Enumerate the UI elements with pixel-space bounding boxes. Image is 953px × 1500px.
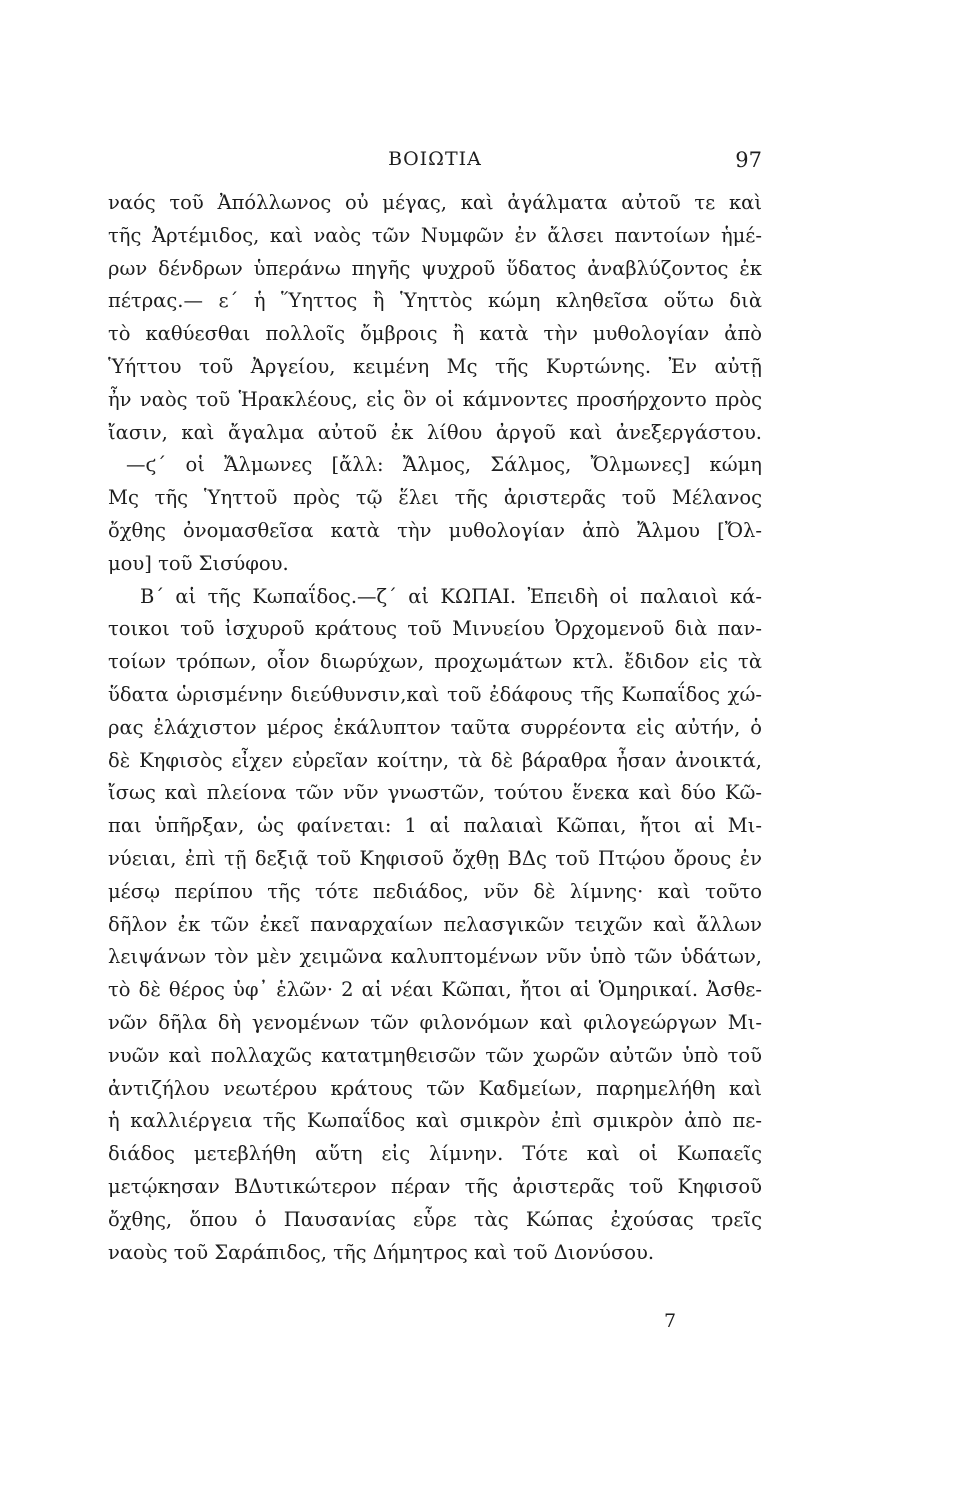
body-text	[108, 187, 762, 1269]
text-line: λειψάνων τὸν μὲν χειμῶνα καλυπτομένων νῦν ὑπὸ τῶν ὑδάτων,	[108, 945, 762, 969]
text-line: μου] τοῦ Σισύφου.	[108, 551, 289, 575]
text-line: ρων δένδρων ὑπεράνω πηγῆς ψυχροῦ ὕδατος ἀναβλύζοντος ἐκ	[108, 256, 762, 280]
text-line: ὕδατα ὡρισμένην διεύθυνσιν,καὶ τοῦ ἐδάφους τῆς Κωπαΐδος χώ-	[108, 682, 762, 706]
text-line: ρας ἐλάχιστον μέρος ἐκάλυπτον ταῦτα συρρέοντα εἰς αὐτήν, ὁ	[108, 715, 762, 739]
text-line: ἡ καλλιέργεια τῆς Κωπαΐδος καὶ σμικρὸν ἐπὶ σμικρὸν ἀπὸ πε-	[108, 1109, 762, 1133]
text-line: ἦν ναὸς τοῦ Ἡρακλέους, εἰς ὃν οἱ κάμνοντες προσήρχοντο πρὸς	[108, 387, 762, 411]
text-line: τοίων τρόπων, οἷον διωρύχων, προχωμάτων κτλ. ἔδιδον εἰς τὰ	[108, 650, 762, 674]
text-line: ναοὺς τοῦ Σαράπιδος, τῆς Δήμητρος καὶ τοῦ Διονύσου.	[108, 1240, 655, 1264]
page-number: 97	[735, 148, 762, 172]
text-line: Μς τῆς Ὑηττοῦ πρὸς τῷ ἕλει τῆς ἀριστερᾶς τοῦ Μέλανος	[108, 486, 762, 510]
text-line: τῆς Ἀρτέμιδος, καὶ ναὸς τῶν Νυμφῶν ἐν ἄλσει παντοίων ἡμέ-	[108, 223, 762, 247]
text-line: ὄχθης, ὅπου ὁ Παυσανίας εὗρε τὰς Κώπας ἐχούσας τρεῖς	[108, 1207, 762, 1231]
running-head: ΒΟΙΩΤΙΑ	[388, 148, 482, 170]
text-line: τὸ καθύεσθαι πολλοῖς ὄμβροις ἢ κατὰ τὴν μυθολογίαν ἀπὸ	[108, 322, 762, 346]
text-line: πέτρας.— ε´ ἡ Ὕηττος ἢ Ὑηττὸς κώμη κληθεῖσα οὕτω διὰ	[108, 289, 762, 313]
text-line: ἴασιν, καὶ ἄγαλμα αὐτοῦ ἐκ λίθου ἀργοῦ καὶ ἀνεξεργάστου.	[108, 420, 762, 444]
signature-mark: 7	[664, 1310, 677, 1332]
text-line: ἴσως καὶ πλείονα τῶν νῦν γνωστῶν, τούτου ἕνεκα καὶ δύο Κῶ-	[108, 781, 762, 805]
text-line: ὄχθης ὀνομασθεῖσα κατὰ τὴν μυθολογίαν ἀπὸ Ἄλμου [Ὄλ-	[108, 518, 762, 542]
text-line: δὲ Κηφισὸς εἶχεν εὐρεῖαν κοίτην, τὰ δὲ βάραθρα ἦσαν ἀνοικτά,	[108, 748, 762, 772]
text-line: νύειαι, ἐπὶ τῇ δεξιᾷ τοῦ Κηφισοῦ ὄχθῃ ΒΔς τοῦ Πτῴου ὄρους ἐν	[108, 846, 762, 870]
text-line: ἀντιζήλου νεωτέρου κράτους τῶν Καδμείων, παρημελήθη καὶ	[108, 1076, 762, 1100]
text-line: —ϛ´ οἱ Ἄλμωνες [ἄλλ: Ἄλμος, Σάλμος, Ὄλμωνες] κώμη	[126, 453, 762, 477]
text-line: Β´ αἱ τῆς Κωπαΐδος.—ζ´ αἱ ΚΩΠΑΙ. Ἐπειδὴ οἱ παλαιοὶ κά-	[140, 584, 762, 608]
text-line: διάδος μετεβλήθη αὕτη εἰς λίμνην. Τότε καὶ οἱ Κωπαεῖς	[108, 1142, 762, 1166]
text-line: μέσῳ περίπου τῆς τότε πεδιάδος, νῦν δὲ λίμνης· καὶ τοῦτο	[108, 879, 762, 903]
text-line: παι ὑπῆρξαν, ὡς φαίνεται: 1 αἱ παλαιαὶ Κῶπαι, ἤτοι αἱ Μι-	[108, 814, 762, 838]
text-line: Ὑήττου τοῦ Ἀργείου, κειμένη Μς τῆς Κυρτώνης. Ἐν αὐτῇ	[108, 354, 762, 378]
text-line: ναός τοῦ Ἀπόλλωνος οὐ μέγας, καὶ ἀγάλματα αὐτοῦ τε καὶ	[108, 191, 762, 214]
text-line: νῶν δῆλα δὴ γενομένων τῶν φιλονόμων καὶ φιλογεώργων Μι-	[108, 1010, 762, 1034]
page-header	[108, 148, 762, 176]
text-line: νυῶν καὶ πολλαχῶς κατατμηθεισῶν τῶν χωρῶν αὐτῶν ὑπὸ τοῦ	[108, 1043, 762, 1067]
text-line: τοικοι τοῦ ἰσχυροῦ κράτους τοῦ Μινυείου Ὀρχομενοῦ διὰ παν-	[108, 617, 762, 641]
text-line: τὸ δὲ θέρος ὑφ᾽ ἑλῶν· 2 αἱ νέαι Κῶπαι, ἤτοι αἱ Ὁμηρικαί. Ἀσθε-	[108, 978, 762, 1002]
text-line: μετῴκησαν ΒΔυτικώτερον πέραν τῆς ἀριστερᾶς τοῦ Κηφισοῦ	[108, 1174, 762, 1198]
text-line: δῆλον ἐκ τῶν ἐκεῖ παναρχαίων πελασγικῶν τειχῶν καὶ ἄλλων	[108, 912, 762, 936]
